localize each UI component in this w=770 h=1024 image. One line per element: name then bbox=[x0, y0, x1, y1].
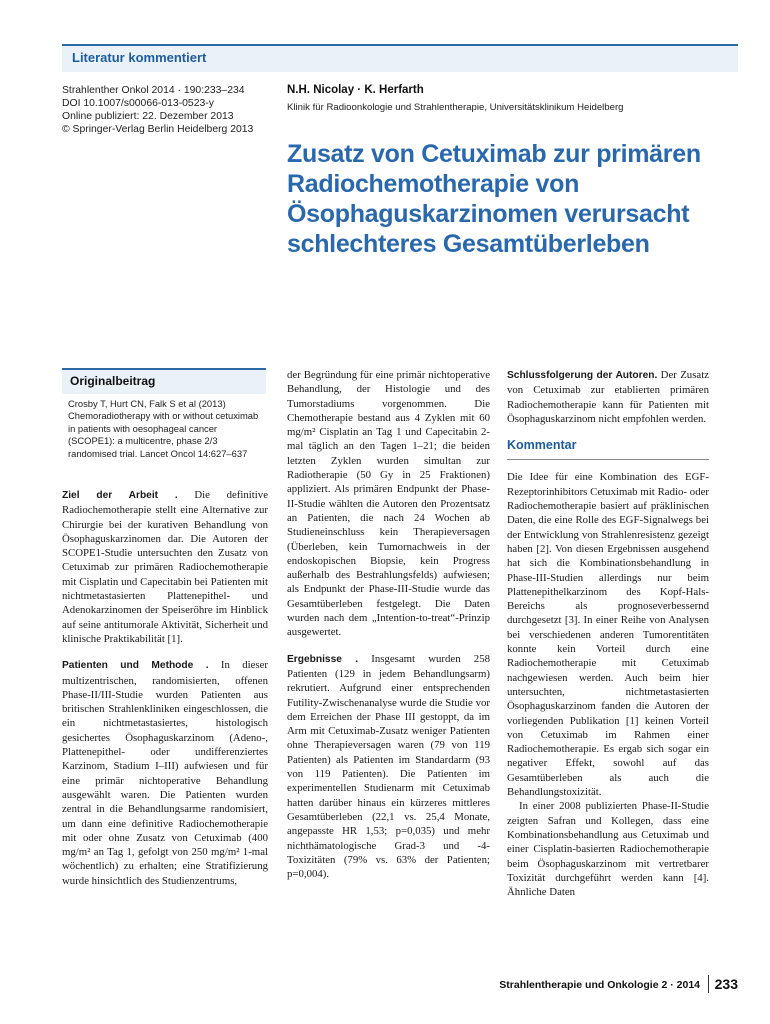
lead-conclusion: Schlussfolgerung der Autoren. bbox=[507, 370, 658, 381]
text-methods: In dieser multizentrischen, randomisierten, offenen Phase-II/III-Studie wurden Patienten aus britischen Strahlenkliniken eingeschlossen, die ein nichtmetastasiertes, histologisch gesichertes Ösophaguskarzinom (Adeno-, Plattenepithel- oder undifferenziertes Karzinom, Stadium I–III) aufwiesen und für eine primär nichtoperative Behandlung ausgewählt waren. Die Patienten wurden zentral in die Behandlungsarme randomisiert, um dann eine definitive Radiochemotherapie mit oder ohne Zusatz von Cetuximab (400 mg/m² an Tag 1, gefolgt von 250 mg/m² 1-mal wöchentlich) zu erhalten; eine Stratifizierung wurde hinsichtlich des Studienzentrums, bbox=[62, 659, 268, 887]
text-methods-cont: der Begründung für eine primär nichtoperative Behandlung, der Histologie und des Tumorstadiums vorgenommen. Die Chemotherapie bestand aus 4 Zyklen mit 60 mg/m² Cisplatin an Tag 1 und Capecitabin 2-mal täglich an den Tagen 1–21; die beiden letzten Zyklen wurden simultan zur Radiotherapie (50 Gy in 25 Fraktionen) appliziert. Als primären Endpunkt der Phase-II-Studie wählten die Autoren den Prozentsatz an Patienten, die nach 24 Wochen ab Studieneinschluss kein Therapieversagen (Überleben, kein Tumornachweis in der endoskopischen Biopsie, kein Progress außerhalb des Bestrahlungsfelds) aufwiesen; als Endpunkt der Phase-III-Studie wurde das Gesamtüberleben festgelegt. Die Daten wurden nach dem „Intention-to-treat“-Prinzip ausgewertet. bbox=[287, 369, 490, 639]
journal-footer: Strahlentherapie und Onkologie 2 · 2014 bbox=[499, 979, 700, 991]
page-number: 233 bbox=[714, 976, 738, 992]
paragraph-methods-cont bbox=[287, 368, 490, 640]
publication-meta bbox=[62, 84, 277, 136]
lead-aim: Ziel der Arbeit . bbox=[62, 490, 178, 501]
paragraph-methods bbox=[62, 658, 268, 888]
text-aim: Die definitive Radiochemotherapie stellt eine Alternative zur Chirurgie bei der kurativen Behandlung von Ösophaguskarzinomen dar. Die Autoren der SCOPE1-Studie untersuchten den Zusatz von Cetuximab zur primären Radiochemotherapie mit Cisplatin und Capecitabin bei Patienten mit nichtmetastasierten Plattenepithel- und Adenokarzinomen der Speiseröhre im Hinblick auf seine antitumorale Aktivität, Sicherheit und klinische Praktikabilität [1]. bbox=[62, 489, 268, 645]
text-conclusion: Der Zusatz von Cetuximab zur etablierten primären Radiochemotherapie kann für Patienten mit Ösophaguskarzinom nicht empfohlen werden. bbox=[507, 369, 709, 425]
paragraph-aim bbox=[62, 488, 268, 646]
section-header-bar bbox=[62, 44, 738, 72]
authors: N.H. Nicolay · K. Herfarth bbox=[287, 84, 424, 96]
text-comment-2: In einer 2008 publizierten Phase-II-Studie zeigten Safran und Kollegen, dass eine Kombinationsbehandlung aus Cetuximab und einer Cisplatin-basierten Radiochemotherapie beim Ösophaguskarzinom mit vertretbarer Toxizität durchgeführt werden kann [4]. Ähnliche Daten bbox=[507, 800, 709, 899]
lead-methods: Patienten und Methode . bbox=[62, 660, 209, 672]
affiliation: Klinik für Radioonkologie und Strahlentherapie, Universitätsklinikum Heidelberg bbox=[287, 102, 624, 113]
footer-divider bbox=[708, 975, 709, 993]
original-article-box bbox=[62, 368, 266, 460]
paragraph-results bbox=[287, 652, 490, 882]
original-article-reference: Crosby T, Hurt CN, Falk S et al (2013) Chemoradiotherapy with or without cetuximab in patients with oesophageal cancer (SCOPE1): a multicentre, phase 2/3 randomised trial. Lancet Oncol 14:627–637 bbox=[68, 398, 259, 459]
text-column-1 bbox=[62, 488, 268, 900]
paragraph-conclusion bbox=[507, 368, 709, 426]
doi: DOI 10.1007/s00066-013-0523-y bbox=[62, 98, 214, 109]
comment-heading: Kommentar bbox=[507, 438, 577, 453]
paragraph-comment-1 bbox=[507, 470, 709, 799]
comment-divider bbox=[507, 459, 709, 460]
lead-results: Ergebnisse . bbox=[287, 653, 359, 665]
text-column-2 bbox=[287, 368, 490, 893]
text-comment-1: Die Idee für eine Kombination des EGF-Rezeptorinhibitors Cetuximab mit Radio- oder Radiochemotherapie basiert auf präklinischen Daten, die eine Rolle des EGF-Signalwegs bei der Entwicklung von Strahlenresistenz gezeigt haben [2]. Von diesen Ergebnissen ausgehend hat sich die Kombinationsbehandlung in Phase-III-Studien allerdings nur beim Plattenepithelkarzinom des Kopf-Hals-Bereichs als prognoseverbessernd durchgesetzt [3]. In einer Reihe von Analysen bei verschiedenen anderen Tumorentitäten konnte kein Vorteil durch eine Radiochemotherapie mit Cetuximab nachgewiesen werden. Auch beim hier untersuchten, nichtmetastasierten Ösophaguskarzinom fanden die Autoren der vorliegenden Publikation [1] keinen Vorteil von Cetuximab im Rahmen einer Radiochemotherapie. Es ergab sich sogar ein negativer Effekt, sowohl auf das Gesamtüberleben als auch die Behandlungstoxizität. bbox=[507, 471, 709, 799]
citation: Strahlenther Onkol 2014 · 190:233–234 bbox=[62, 85, 245, 96]
page-footer bbox=[470, 975, 738, 995]
online-date: Online publiziert: 22. Dezember 2013 bbox=[62, 111, 234, 122]
article-title: Zusatz von Cetuximab zur primären Radiochemotherapie von Ösophaguskarzinomen verursacht schlechteres Gesamtüberleben bbox=[287, 140, 701, 258]
copyright: © Springer-Verlag Berlin Heidelberg 2013 bbox=[62, 124, 254, 135]
section-label: Literatur kommentiert bbox=[72, 50, 207, 65]
text-column-3 bbox=[507, 368, 709, 899]
paragraph-comment-2 bbox=[507, 799, 709, 899]
original-article-heading: Originalbeitrag bbox=[62, 368, 266, 394]
text-results: Insgesamt wurden 258 Patienten (129 in jedem Behandlungsarm) rekrutiert. Aufgrund einer entsprechenden Futility-Zwischenanalyse wurde die Studie vor dem Erreichen der Phase III gestoppt, da im Arm mit Cetuximab-Zusatz weniger Patienten ohne Therapieversagen waren (79 von 119 Patienten) als Patienten im Standardarm (93 von 119 Patienten). Die Patienten im experimentellen Studienarm mit Cetuximab hatten darüber hinaus ein kürzeres mittleres Gesamtüberleben (22,1 vs. 25,4 Monate, angepasste HR 1,53; p=0,035) und mehr nichthämatologische Grad-3 und -4-Toxizitäten (79% vs. 63% der Patienten; p=0,004). bbox=[287, 652, 490, 881]
